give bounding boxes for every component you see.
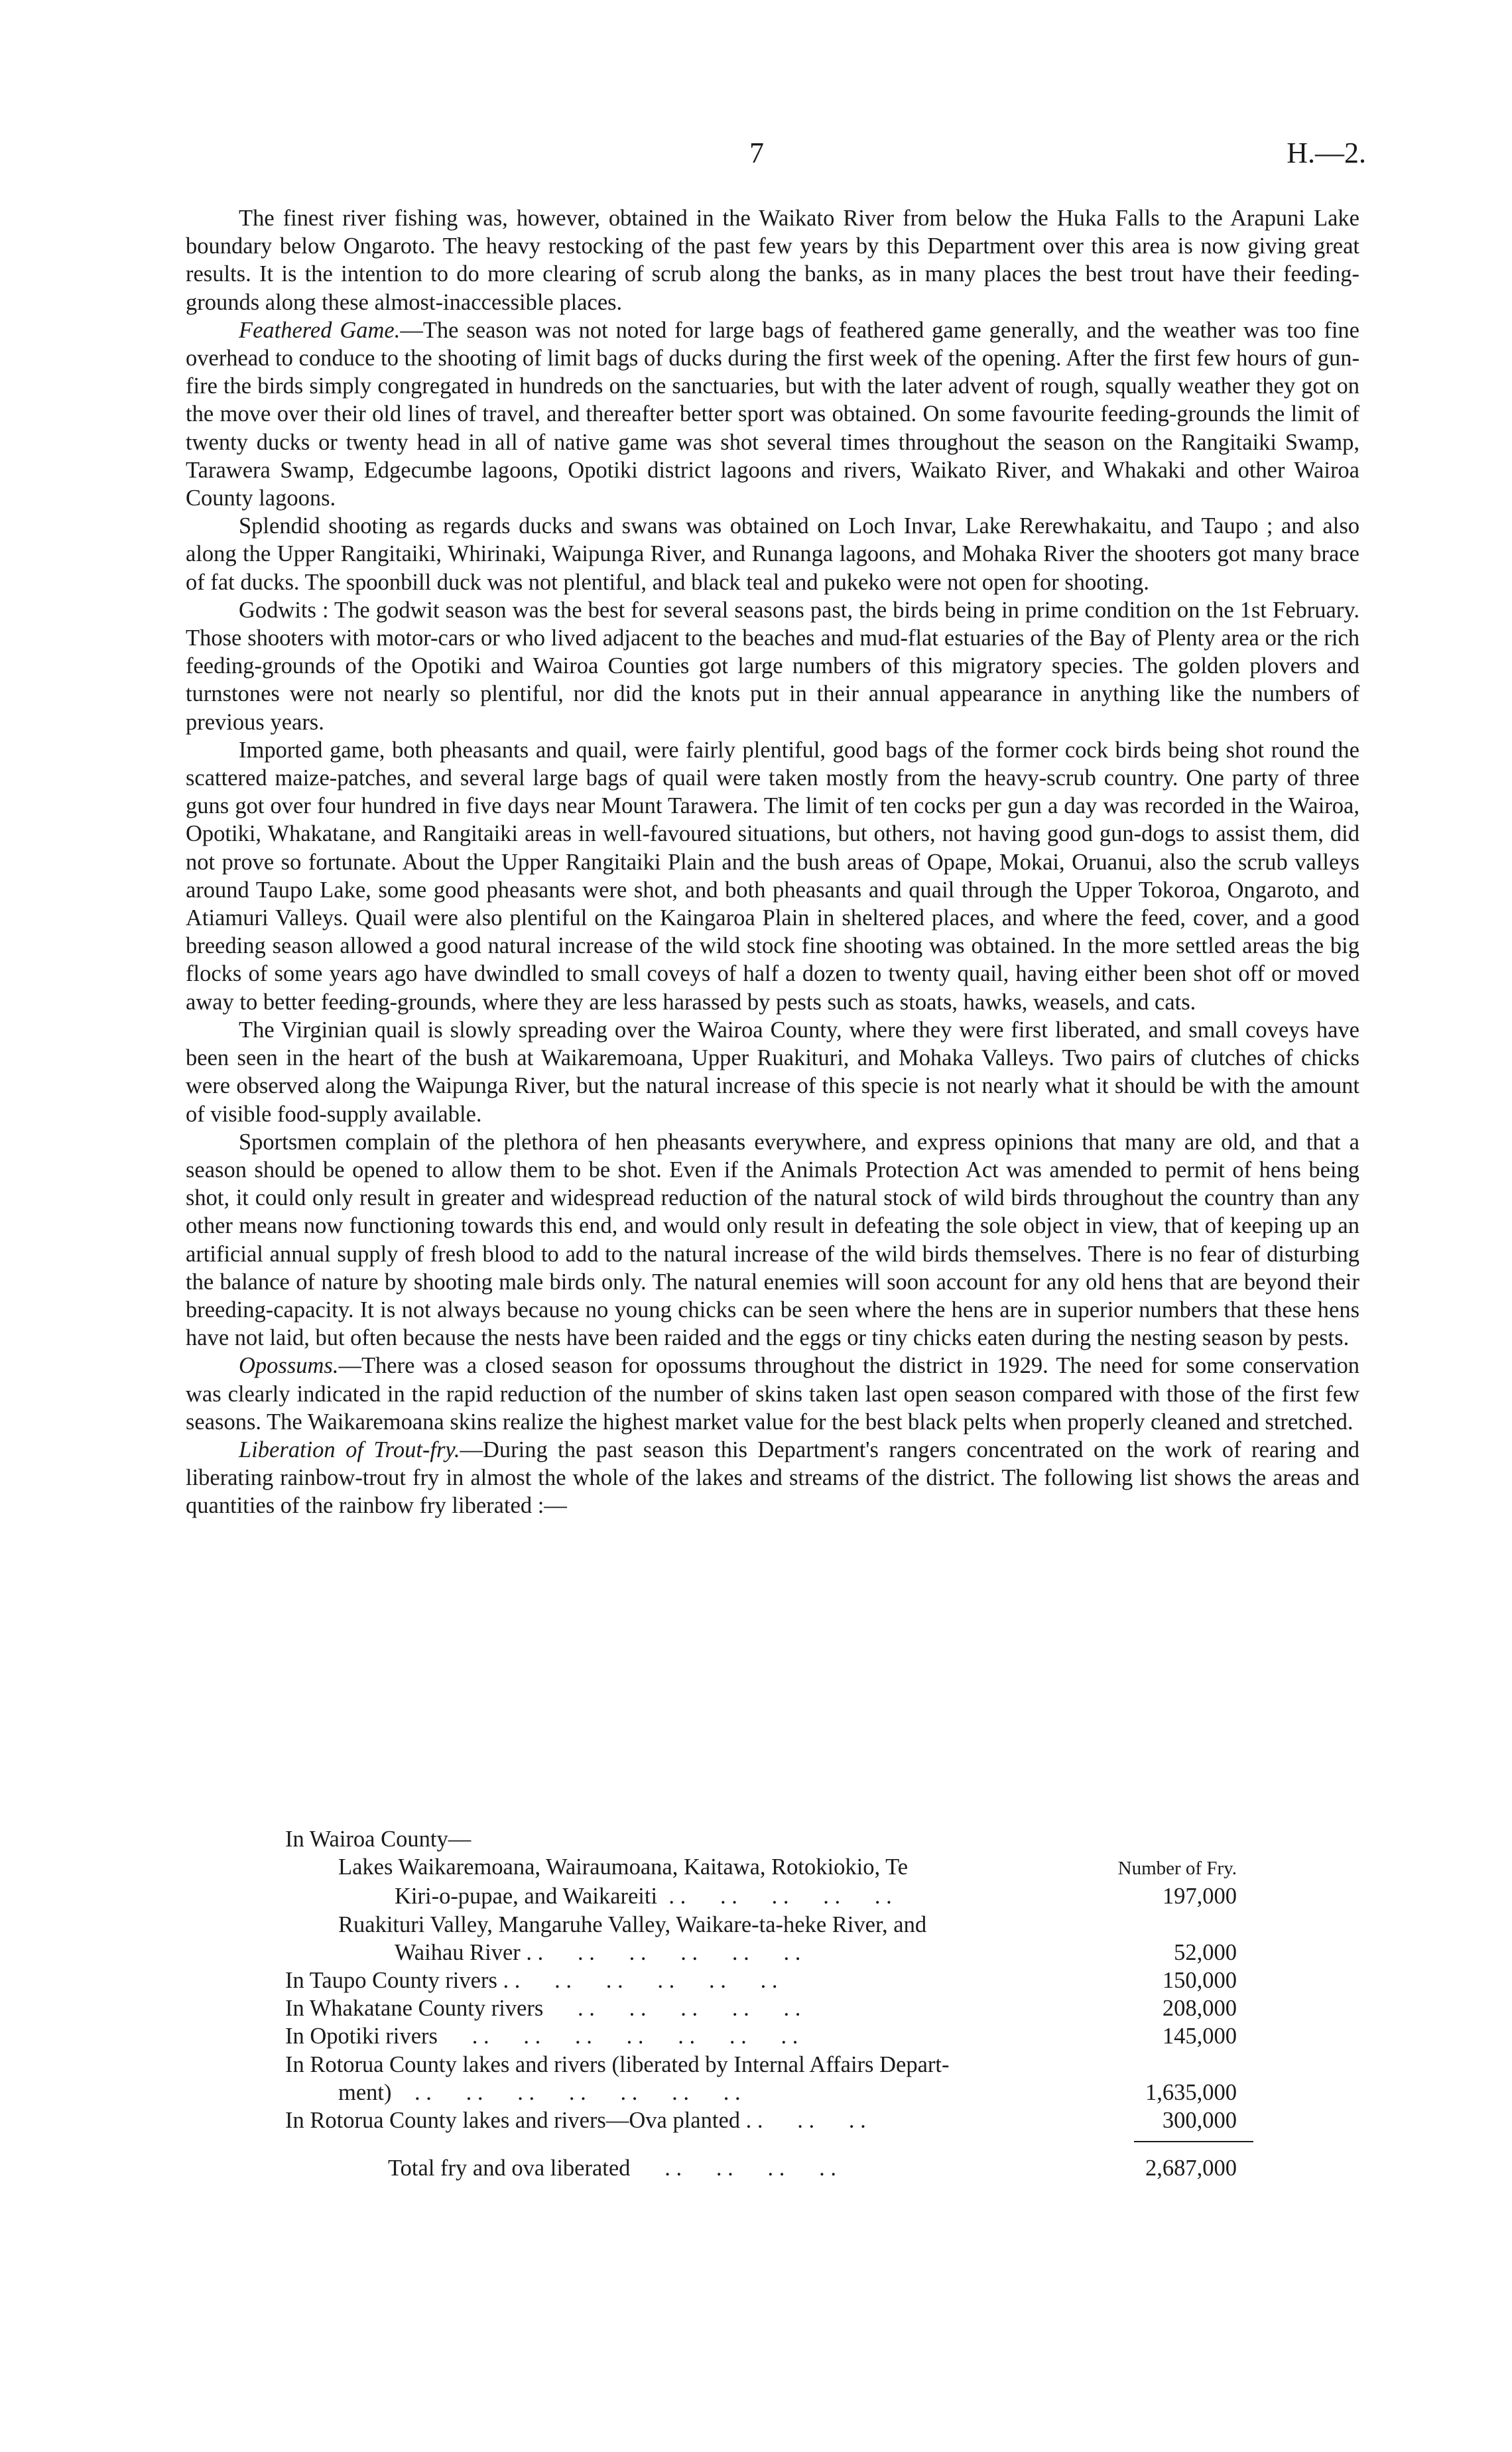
paragraph: The Virginian quail is slowly spreading over the Wairoa County, where they were first liberated, and small coveys have been seen in the heart of the bush at Waikaremoana, Upper Ruakituri, and Mohaka Valleys. Two pairs of clutches of chicks were observed along the Waipunga River, but the natural increase of this specie is not nearly what it should be with the amount of visible food-supply available. (186, 1017, 1359, 1127)
total-label: Total fry and ova liberated (388, 2156, 631, 2181)
page-number: 7 (749, 137, 764, 169)
total-row: Total fry and ova liberated . . . . . . . . 2,687,000 (285, 2154, 1253, 2182)
fry-count: 52,000 (1174, 1939, 1237, 1965)
table-row: Lakes Waikaremoana, Wairaumoana, Kaitawa, Rotokiokio, Te Number of Fry. (285, 1853, 1253, 1882)
table-row: In Rotorua County lakes and rivers—Ova planted . . . . . . 300,000 (285, 2106, 1253, 2134)
section-heading: Liberation of Trout-fry. (239, 1437, 460, 1462)
fry-count: 150,000 (1162, 1968, 1237, 1994)
body-text (186, 204, 1359, 1520)
fry-count: 1,635,000 (1145, 2079, 1237, 2105)
county-heading: In Wairoa County— (285, 1827, 472, 1852)
paragraph: Sportsmen complain of the plethora of hen pheasants everywhere, and express opinions that many are old, and that a season should be opened to allow them to be shot. Even if the Animals Protection Act was amended to permit of hens being shot, it could only result in greater and widespread reduction of the natural stock of wild birds throughout the country than any other means now functioning towards this end, and would only result in defeating the sole object in view, that of keeping up an artificial annual supply of fresh blood to add to the natural increase of the wild birds themselves. There is no fear of disturbing the balance of nature by shooting male birds only. The natural enemies will soon account for any old hens that are beyond their breeding-capacity. It is not always because no young chicks can be seen where the hens are in superior numbers that these hens have not laid, but often because the nests have been raided and the eggs or tiny chicks eaten during the nesting season by pests. (186, 1129, 1359, 1351)
paragraph: Imported game, both pheasants and quail, were fairly plentiful, good bags of the former cock birds being shot round the scattered maize-patches, and several large bags of quail were taken mostly from the heavy-scrub country. One party of three guns got over four hundred in five days near Mount Tarawera. The limit of ten cocks per gun a day was recorded in the Wairoa, Opotiki, Whakatane, and Rangitaiki areas in well-favoured situations, but others, not having good gun-dogs to assist them, did not prove so fortunate. About the Upper Rangitaiki Plain and the bush areas of Opape, Mokai, Oruanui, also the scrub valleys around Taupo Lake, some good pheasants were shot, and both pheasants and quail through the Upper Tokoroa, Ongaroto, and Atiamuri Valleys. Quail were also plentiful on the Kaingaroa Plain in sheltered places, and where the feed, cover, and a good breeding season allowed a good natural increase of the wild stock fine shooting was obtained. In the more settled areas the big flocks of some years ago have dwindled to small coveys of half a dozen to twenty quail, having either been shot off or moved away to better feeding-grounds, where they are less harassed by pests such as stoats, hawks, weasels, and cats. (186, 737, 1359, 1015)
section-heading: Opossums. (239, 1353, 339, 1379)
fry-count: 208,000 (1162, 1996, 1237, 2022)
paragraph: Liberation of Trout-fry.—During the past season this Department's rangers concentrated on the work of rearing and liberating rainbow-trout fry in almost the whole of the lakes and streams of the district. The following list shows the areas and quantities of the rainbow fry liberated :— (186, 1437, 1359, 1519)
table-row: In Rotorua County lakes and rivers (liberated by Internal Affairs Depart- (285, 2051, 950, 2077)
table-row: In Taupo County rivers . . . . . . . . . . . . 150,000 (285, 1967, 1253, 1994)
paragraph: Opossums.—There was a closed season for opossums throughout the district in 1929. The need for some conservation was clearly indicated in the rapid reduction of the number of skins taken last open season compared with those of the first few seasons. The Waikaremoana skins realize the highest market value for the best black pelts when properly cleaned and stretched. (186, 1353, 1359, 1435)
table-row: ment) . . . . . . . . . . . . . . 1,635,000 (285, 2079, 1253, 2106)
paragraph: The finest river fishing was, however, obtained in the Waikato River from below the Huka Falls to the Arapuni Lake boundary below Ongaroto. The heavy restocking of the past few years by this Department over this area is now giving great results. It is the intention to do more clearing of scrub along the banks, as in many places the best trout have their feeding-grounds along these almost-inaccessible places. (186, 206, 1359, 315)
section-heading: Feathered Game. (239, 317, 401, 343)
fry-count: 300,000 (1162, 2108, 1237, 2134)
total-rule (1134, 2141, 1253, 2142)
paragraph: Splendid shooting as regards ducks and swans was obtained on Loch Invar, Lake Rerewhakaitu, and Taupo ; and also along the Upper Rangitaiki, Whirinaki, Waipunga River, and Runanga lagoons, and Mohaka River the shooters got many brace of fat ducks. The spoonbill duck was not plentiful, and black teal and pukeko were not open for shooting. (186, 513, 1359, 595)
column-header: Number of Fry. (1117, 1858, 1237, 1880)
table-row: In Whakatane County rivers . . . . . . . . . . 208,000 (285, 1994, 1253, 2022)
fry-count: 197,000 (1162, 1884, 1237, 1909)
fry-liberation-table (285, 1825, 1253, 2182)
table-row (285, 1825, 1253, 1853)
document-reference: H.—2. (1287, 137, 1366, 169)
total-value: 2,687,000 (1145, 2156, 1237, 2181)
paragraph: Feathered Game.—The season was not noted for large bags of feathered game generally, and the weather was too fine overhead to conduce to the shooting of limit bags of ducks during the first week of the opening. After the first few hours of gun-fire the birds simply congregated in hundreds on the sanctuaries, but with the later advent of rough, squally weather they got on the move over their old lines of travel, and thereafter better sport was obtained. On some favourite feeding-grounds the limit of twenty ducks or twenty head in all of native game was shot several times throughout the season on the Rangitaiki Swamp, Tarawera Swamp, Edgecumbe lagoons, Opotiki district lagoons and rivers, Waikato River, and Whakaki and other Wairoa County lagoons. (186, 317, 1359, 511)
table-row: Kiri-o-pupae, and Waikareiti . . . . . . . . . . 197,000 (285, 1882, 1253, 1910)
paragraph: Godwits : The godwit season was the best for several seasons past, the birds being in prime condition on the 1st February. Those shooters with motor-cars or who lived adjacent to the beaches and mud-flat estuaries of the Bay of Plenty area or the rich feeding-grounds of the Opotiki and Wairoa Counties got large numbers of this migratory species. The golden plovers and turnstones were not nearly so plentiful, nor did the knots put in their annual appearance in anything like the numbers of previous years. (186, 597, 1359, 735)
table-row: Waihau River . . . . . . . . . . . . 52,000 (285, 1939, 1253, 1967)
fry-count: 145,000 (1162, 2024, 1237, 2049)
table-row: Ruakituri Valley, Mangaruhe Valley, Waikare-ta-heke River, and (338, 1911, 927, 1937)
table-row: In Opotiki rivers . . . . . . . . . . . . . . 145,000 (285, 2022, 1253, 2050)
